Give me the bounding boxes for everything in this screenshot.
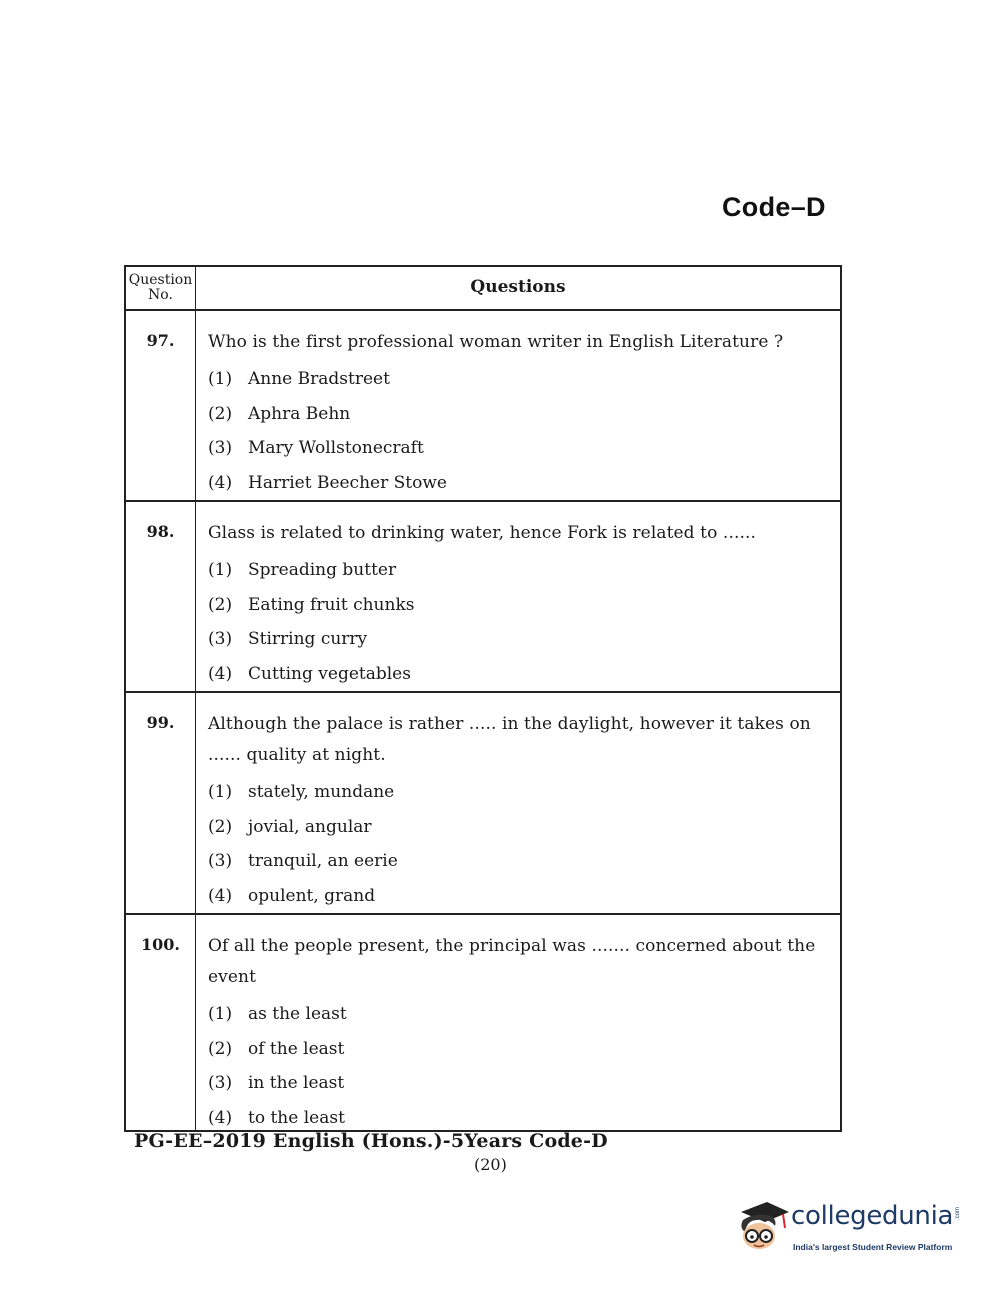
- option-text: as the least: [248, 1004, 347, 1024]
- option-number: (4): [208, 885, 233, 906]
- option: [208, 844, 830, 879]
- table-header: [126, 267, 840, 311]
- question-number: 99.: [126, 693, 196, 913]
- option-text: tranquil, an eerie: [248, 851, 398, 871]
- question-number-header-line2: No.: [148, 287, 173, 303]
- option-text: to the least: [248, 1107, 345, 1128]
- option: [208, 466, 830, 501]
- option-number: (4): [208, 472, 233, 493]
- question-row: [126, 502, 840, 693]
- question-number-header-line1: Question: [128, 272, 193, 288]
- question-number-header: [126, 267, 196, 309]
- option: [208, 397, 830, 432]
- option-number: (3): [208, 629, 233, 649]
- option-number: (2): [208, 816, 233, 837]
- option: [208, 622, 830, 657]
- brand-name: collegedunia: [791, 1201, 954, 1231]
- option-text: Stirring curry: [248, 629, 368, 649]
- option-number: (2): [208, 594, 233, 615]
- option: [208, 997, 830, 1032]
- option-text: of the least: [248, 1038, 345, 1059]
- questions-table: [124, 265, 842, 1132]
- question-text: Who is the first professional woman writer in English Literature ?: [208, 332, 784, 352]
- question-text: Glass is related to drinking water, hence Fork is related to ......: [208, 523, 756, 543]
- option: [208, 431, 830, 466]
- option: [208, 657, 830, 692]
- option: [208, 1032, 830, 1067]
- question-number: 97.: [126, 311, 196, 500]
- option-number: (1): [208, 1004, 233, 1024]
- option: [208, 553, 830, 588]
- option-number: (2): [208, 403, 233, 424]
- option-text: Cutting vegetables: [248, 663, 411, 684]
- option-text: Spreading butter: [248, 560, 397, 580]
- collegedunia-logo[interactable]: [735, 1198, 960, 1258]
- question-body: [196, 502, 840, 691]
- option-number: (1): [208, 560, 233, 580]
- option: [208, 810, 830, 845]
- question-body: [196, 693, 840, 913]
- option-text: Anne Bradstreet: [248, 369, 390, 389]
- option-text: opulent, grand: [248, 885, 376, 906]
- option-number: (1): [208, 369, 233, 389]
- option-text: Eating fruit chunks: [248, 594, 415, 615]
- option-text: Harriet Beecher Stowe: [248, 472, 447, 493]
- brand-tagline: India's largest Student Review Platform: [793, 1242, 953, 1252]
- question-row: [126, 915, 840, 1130]
- question-row: [126, 693, 840, 915]
- option-text: stately, mundane: [248, 782, 395, 802]
- question-body: [196, 915, 840, 1130]
- option-text: jovial, angular: [248, 816, 372, 837]
- option: [208, 1066, 830, 1101]
- exam-footer: PG-EE–2019 English (Hons.)-5Years Code-D: [134, 1130, 608, 1152]
- option-text: in the least: [248, 1073, 345, 1093]
- option: [208, 588, 830, 623]
- option-number: (3): [208, 438, 233, 458]
- question-text: Although the palace is rather ..... in the daylight, however it takes on ...... quality at night.: [208, 714, 811, 765]
- code-label: Code–D: [722, 192, 826, 222]
- page-number: (20): [474, 1155, 507, 1174]
- option-text: Mary Wollstonecraft: [248, 438, 424, 458]
- question-body: [196, 311, 840, 500]
- student-mascot-icon: [735, 1198, 791, 1258]
- option-number: (4): [208, 663, 233, 684]
- option-number: (4): [208, 1107, 233, 1128]
- question-text: Of all the people present, the principal was ....... concerned about the event: [208, 936, 816, 987]
- option-number: (1): [208, 782, 233, 802]
- questions-header: Questions: [470, 277, 566, 297]
- option-text: Aphra Behn: [248, 403, 351, 424]
- brand-domain: .com: [955, 1206, 961, 1220]
- question-number: 98.: [126, 502, 196, 691]
- option-number: (3): [208, 851, 233, 871]
- option-number: (3): [208, 1073, 233, 1093]
- question-row: [126, 311, 840, 502]
- option-number: (2): [208, 1038, 233, 1059]
- question-number: 100.: [126, 915, 196, 1130]
- option: [208, 775, 830, 810]
- option: [208, 879, 830, 914]
- option: [208, 362, 830, 397]
